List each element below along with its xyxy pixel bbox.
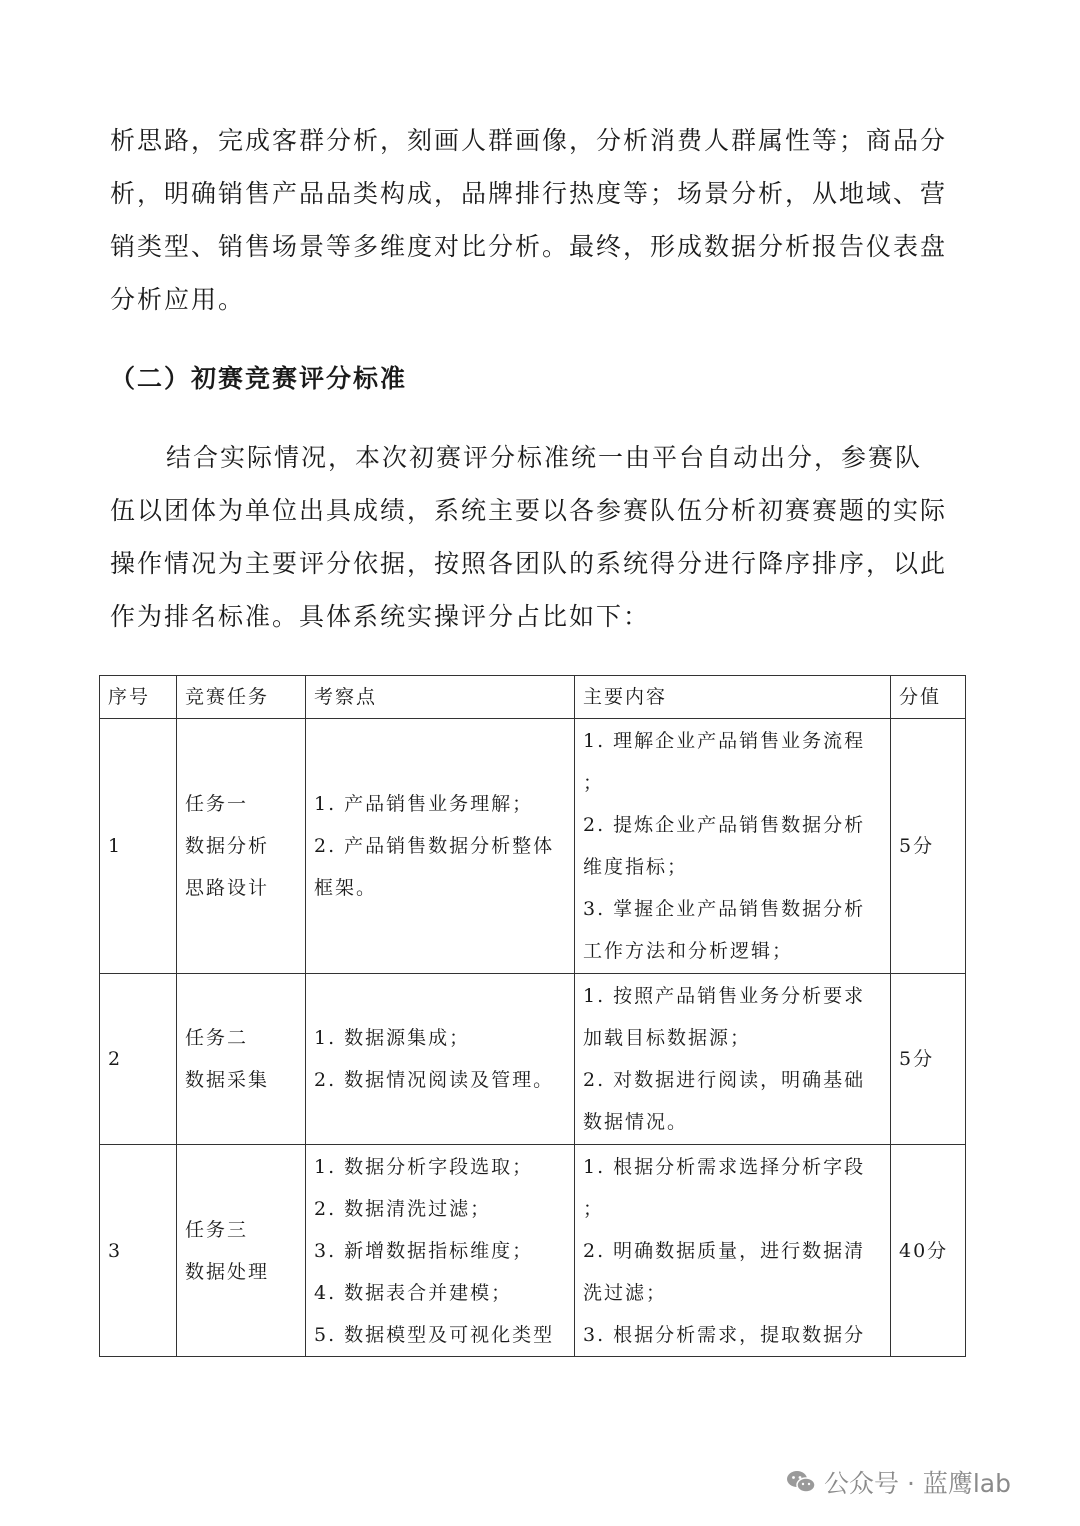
row-points	[306, 719, 575, 974]
point-line: 框架。	[314, 877, 378, 899]
header-score: 分值	[891, 676, 966, 719]
text-line: 销类型、销售场景等多维度对比分析。最终，形成数据分析报告仪表盘	[110, 232, 948, 261]
row-score: 5分	[891, 974, 966, 1145]
row-task	[177, 1145, 306, 1357]
point-line: 5. 数据模型及可视化类型	[314, 1323, 555, 1346]
header-no: 序号	[100, 676, 177, 719]
row-content	[575, 719, 891, 974]
content-line: 维度指标；	[583, 856, 689, 878]
content-line: 加载目标数据源；	[583, 1027, 752, 1049]
table-header-row	[100, 676, 966, 719]
header-task: 竞赛任务	[177, 676, 306, 719]
point-line: 4. 数据表合并建模；	[314, 1281, 513, 1304]
content-line: 2. 明确数据质量，进行数据清	[583, 1239, 866, 1262]
point-line: 1. 数据分析字段选取；	[314, 1155, 534, 1178]
row-task	[177, 719, 306, 974]
table-row	[100, 974, 966, 1145]
table-row	[100, 1145, 966, 1357]
content-line: 3. 掌握企业产品销售数据分析	[583, 898, 866, 920]
row-points	[306, 1145, 575, 1357]
paragraph-analysis	[110, 114, 972, 326]
row-content	[575, 974, 891, 1145]
scoring-table	[99, 675, 966, 1357]
text-line: 伍以团体为单位出具成绩，系统主要以各参赛队伍分析初赛赛题的实际	[110, 496, 948, 525]
text-line: 结合实际情况，本次初赛评分标准统一由平台自动出分，参赛队	[166, 443, 923, 472]
row-no: 1	[100, 719, 177, 974]
content-line: 2. 提炼企业产品销售数据分析	[583, 814, 866, 836]
section-heading: （二）初赛竞赛评分标准	[110, 364, 408, 393]
row-score: 40分	[891, 1145, 966, 1357]
content-line: 1. 理解企业产品销售业务流程	[583, 730, 866, 752]
task-line: 任务三	[185, 1218, 249, 1241]
text-line: 分析应用。	[110, 285, 246, 314]
task-line: 数据处理	[185, 1260, 270, 1283]
content-line: 2. 对数据进行阅读，明确基础	[583, 1069, 866, 1091]
text-line: 操作情况为主要评分依据，按照各团队的系统得分进行降序排序，以此	[110, 549, 948, 578]
content-line: 洗过滤；	[583, 1281, 668, 1304]
task-line: 任务二	[185, 1027, 249, 1049]
point-line: 3. 新增数据指标维度；	[314, 1239, 534, 1262]
header-content: 主要内容	[575, 676, 891, 719]
watermark	[786, 1460, 1011, 1504]
task-line: 思路设计	[185, 877, 270, 899]
point-line: 1. 数据源集成；	[314, 1027, 471, 1049]
content-line: ；	[583, 1197, 605, 1220]
row-points	[306, 974, 575, 1145]
row-task	[177, 974, 306, 1145]
content-line: 3. 根据分析需求，提取数据分	[583, 1323, 866, 1346]
task-line: 数据分析	[185, 835, 270, 857]
content-line: ；	[583, 772, 605, 794]
row-score: 5分	[891, 719, 966, 974]
wechat-icon	[786, 1469, 816, 1495]
content-line: 1. 根据分析需求选择分析字段	[583, 1155, 866, 1178]
row-content	[575, 1145, 891, 1357]
text-line: 析，明确销售产品品类构成，品牌排行热度等；场景分析，从地域、营	[110, 179, 948, 208]
row-no: 3	[100, 1145, 177, 1357]
point-line: 2. 数据清洗过滤；	[314, 1197, 492, 1220]
point-line: 1. 产品销售业务理解；	[314, 793, 534, 815]
row-no: 2	[100, 974, 177, 1145]
text-line: 析思路，完成客群分析，刻画人群画像，分析消费人群属性等；商品分	[110, 126, 948, 155]
task-line: 数据采集	[185, 1069, 270, 1091]
content-line: 1. 按照产品销售业务分析要求	[583, 985, 866, 1007]
content-line: 工作方法和分析逻辑；	[583, 940, 794, 962]
paragraph-scoring	[110, 431, 972, 643]
point-line: 2. 数据情况阅读及管理。	[314, 1069, 555, 1091]
header-points: 考察点	[306, 676, 575, 719]
point-line: 2. 产品销售数据分析整体	[314, 835, 555, 857]
text-line: 作为排名标准。具体系统实操评分占比如下：	[110, 602, 651, 631]
table-row	[100, 719, 966, 974]
content-line: 数据情况。	[583, 1111, 689, 1133]
task-line: 任务一	[185, 793, 249, 815]
watermark-text: 公众号 · 蓝鹰lab	[824, 1469, 1011, 1498]
